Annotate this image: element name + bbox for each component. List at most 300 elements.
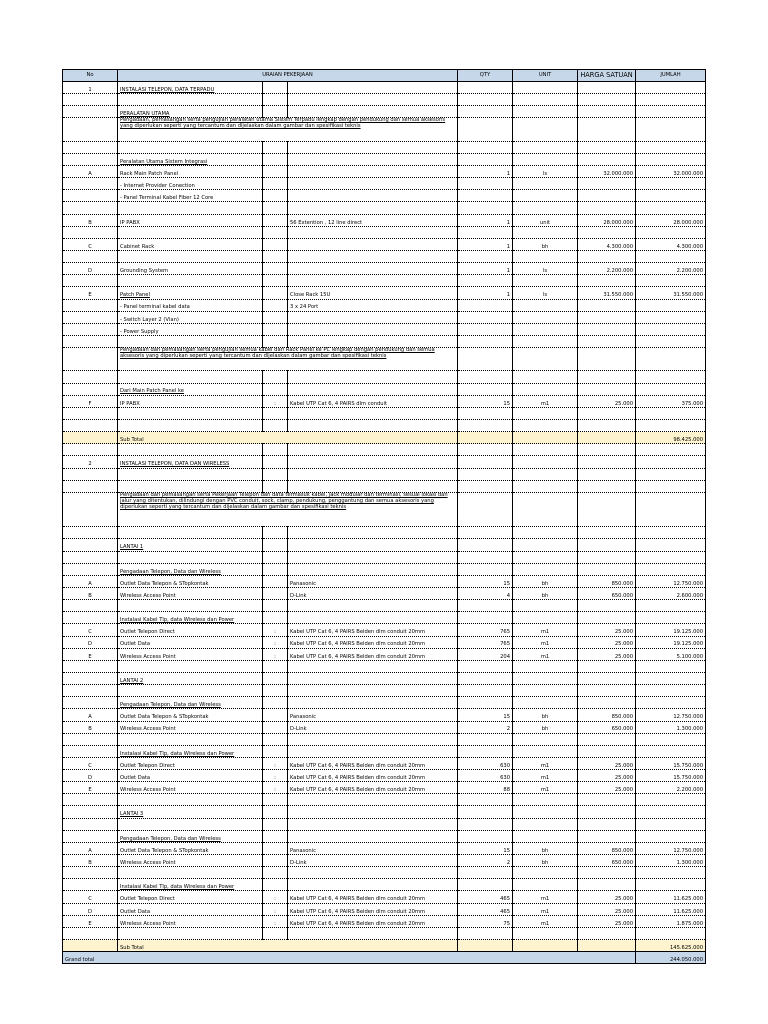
item-unit	[513, 806, 578, 818]
item-no	[63, 141, 118, 153]
item-jumlah: 11.625.000	[636, 891, 706, 903]
item-colon	[263, 214, 288, 226]
header-jumlah: JUMLAH	[636, 70, 706, 82]
item-jumlah: 11.625.000	[636, 903, 706, 915]
table-row	[63, 575, 706, 587]
item-harga-satuan	[578, 275, 636, 287]
item-unit: bh	[513, 709, 578, 721]
item-unit	[513, 927, 578, 939]
item-qty	[458, 323, 513, 335]
table-row	[63, 842, 706, 854]
grand-total-row	[63, 952, 706, 964]
table-row	[63, 238, 706, 250]
paragraph-text: Pengadaan, pemasangan serta pengujian peralatan utama Sistem Terpadu lengkap dengan pendukung dan semua aksesoris yang diperlukan seperti yang tercantum dan dijelaskan dalam gambar dan spesifikasi teknis	[118, 118, 458, 141]
item-qty	[458, 444, 513, 456]
item-unit	[513, 492, 578, 526]
item-unit	[513, 118, 578, 141]
item-harga-satuan	[578, 539, 636, 551]
item-jumlah: 19.125.000	[636, 636, 706, 648]
table-row	[63, 709, 706, 721]
item-no	[63, 250, 118, 262]
item-unit	[513, 879, 578, 891]
item-description: Outlet Data	[118, 903, 263, 915]
table-row	[63, 782, 706, 794]
item-unit	[513, 867, 578, 879]
item-no: D	[63, 903, 118, 915]
item-description: - Panel Terminal Kabel Fiber 12 Core	[118, 190, 263, 202]
item-qty: 15	[458, 842, 513, 854]
item-qty: 4	[458, 587, 513, 599]
item-qty: 15	[458, 575, 513, 587]
item-unit: m1	[513, 770, 578, 782]
item-colon	[263, 660, 288, 672]
item-no	[63, 226, 118, 238]
item-no	[63, 685, 118, 697]
item-no	[63, 419, 118, 431]
item-colon	[263, 709, 288, 721]
table-row	[63, 190, 706, 202]
item-colon	[263, 587, 288, 599]
item-spec	[288, 563, 458, 575]
table-header-row	[63, 70, 706, 82]
item-qty	[458, 419, 513, 431]
item-no	[63, 794, 118, 806]
item-jumlah: 12.750.000	[636, 709, 706, 721]
item-jumlah: 1.875.000	[636, 915, 706, 927]
item-no: E	[63, 915, 118, 927]
item-jumlah	[636, 745, 706, 757]
item-colon: :	[263, 648, 288, 660]
item-jumlah	[636, 733, 706, 745]
item-qty	[458, 660, 513, 672]
item-colon	[263, 794, 288, 806]
item-jumlah	[636, 492, 706, 526]
item-unit	[513, 250, 578, 262]
table-row	[63, 830, 706, 842]
item-jumlah	[636, 600, 706, 612]
item-harga-satuan	[578, 818, 636, 830]
item-spec: 56 Extention , 12 line direct	[288, 214, 458, 226]
item-harga-satuan: 850.000	[578, 842, 636, 854]
table-row	[63, 407, 706, 419]
item-description	[118, 419, 263, 431]
item-jumlah	[636, 202, 706, 214]
item-no	[63, 806, 118, 818]
item-no	[63, 432, 118, 444]
item-spec: Kabel UTP Cat 6, 4 PAIRS Belden dlm conduit 20mm	[288, 757, 458, 769]
item-jumlah: 15.750.000	[636, 757, 706, 769]
item-spec	[288, 419, 458, 431]
item-spec: Kabel UTP Cat 6, 4 PAIRS Belden dlm conduit 20mm	[288, 782, 458, 794]
item-jumlah	[636, 879, 706, 891]
item-jumlah: 12.750.000	[636, 842, 706, 854]
item-spec	[288, 190, 458, 202]
item-unit	[513, 745, 578, 757]
item-description	[118, 468, 263, 480]
item-harga-satuan	[578, 660, 636, 672]
item-unit: m1	[513, 636, 578, 648]
item-no	[63, 927, 118, 939]
item-jumlah: 375.000	[636, 395, 706, 407]
item-colon	[263, 600, 288, 612]
item-description: PERALATAN UTAMA	[118, 106, 263, 118]
item-jumlah	[636, 275, 706, 287]
item-qty	[458, 879, 513, 891]
item-unit: m1	[513, 395, 578, 407]
table-row	[63, 903, 706, 915]
item-no: A	[63, 842, 118, 854]
item-no	[63, 551, 118, 563]
item-qty	[458, 733, 513, 745]
item-jumlah	[636, 527, 706, 539]
table-row	[63, 106, 706, 118]
item-qty: 1	[458, 214, 513, 226]
item-colon	[263, 575, 288, 587]
table-row	[63, 480, 706, 492]
table-row	[63, 311, 706, 323]
item-no	[63, 299, 118, 311]
item-qty: 465	[458, 903, 513, 915]
item-description	[118, 527, 263, 539]
item-colon	[263, 456, 288, 468]
item-jumlah	[636, 551, 706, 563]
item-no	[63, 733, 118, 745]
item-description: Pengadaan Telepon, Data dan Wireless	[118, 563, 263, 575]
item-harga-satuan: 32.000.000	[578, 166, 636, 178]
item-spec	[288, 371, 458, 383]
item-colon	[263, 263, 288, 275]
item-jumlah	[636, 250, 706, 262]
item-description: Outlet Data Telepon & STopkontak	[118, 575, 263, 587]
item-harga-satuan	[578, 348, 636, 371]
table-row	[63, 166, 706, 178]
item-colon	[263, 685, 288, 697]
item-description: Outlet Telepon Direct	[118, 757, 263, 769]
item-colon	[263, 178, 288, 190]
item-harga-satuan	[578, 82, 636, 94]
item-qty	[458, 348, 513, 371]
table-row	[63, 287, 706, 299]
item-no: E	[63, 648, 118, 660]
item-unit	[513, 480, 578, 492]
item-spec	[288, 612, 458, 624]
item-description: Outlet Telepon Direct	[118, 624, 263, 636]
item-qty	[458, 250, 513, 262]
item-no: A	[63, 575, 118, 587]
item-description: - Power Supply	[118, 323, 263, 335]
item-qty	[458, 178, 513, 190]
item-jumlah	[636, 141, 706, 153]
item-unit: m1	[513, 648, 578, 660]
item-spec: Close Rack 15U	[288, 287, 458, 299]
header-no: No	[63, 70, 118, 82]
item-qty	[458, 830, 513, 842]
item-harga-satuan	[578, 480, 636, 492]
item-spec	[288, 927, 458, 939]
item-colon	[263, 697, 288, 709]
table-row	[63, 456, 706, 468]
item-no: B	[63, 214, 118, 226]
item-no: C	[63, 757, 118, 769]
item-colon	[263, 563, 288, 575]
item-description: LANTAI 2	[118, 672, 263, 684]
item-unit	[513, 672, 578, 684]
item-harga-satuan	[578, 335, 636, 347]
item-jumlah	[636, 456, 706, 468]
item-harga-satuan: 25.000	[578, 624, 636, 636]
item-spec	[288, 166, 458, 178]
item-description: Wireless Access Point	[118, 915, 263, 927]
item-jumlah	[636, 468, 706, 480]
item-unit	[513, 311, 578, 323]
item-unit	[513, 153, 578, 165]
grand-total-value: 244.050.000	[636, 952, 706, 964]
item-qty: 765	[458, 624, 513, 636]
item-unit: ls	[513, 263, 578, 275]
item-qty	[458, 685, 513, 697]
item-harga-satuan: 28.000.000	[578, 214, 636, 226]
item-description: - Internet Provider Conection	[118, 178, 263, 190]
item-spec	[288, 94, 458, 106]
item-qty: 15	[458, 395, 513, 407]
item-colon	[263, 419, 288, 431]
item-unit	[513, 82, 578, 94]
item-unit: m1	[513, 782, 578, 794]
item-no	[63, 335, 118, 347]
item-unit	[513, 299, 578, 311]
item-spec: D-Link	[288, 721, 458, 733]
item-no	[63, 94, 118, 106]
item-spec: Kabel UTP Cat 6, 4 PAIRS Belden dlm conduit 20mm	[288, 624, 458, 636]
item-colon	[263, 818, 288, 830]
item-qty	[458, 94, 513, 106]
item-spec	[288, 697, 458, 709]
item-unit	[513, 371, 578, 383]
item-description: - Switch Layer 2 (Vlan)	[118, 311, 263, 323]
item-harga-satuan: 25.000	[578, 770, 636, 782]
item-colon	[263, 407, 288, 419]
item-jumlah	[636, 335, 706, 347]
item-spec: Kabel UTP Cat 6, 4 PAIRS Belden dlm conduit 20mm	[288, 770, 458, 782]
item-jumlah	[636, 190, 706, 202]
item-jumlah	[636, 371, 706, 383]
header-qty: QTY	[458, 70, 513, 82]
table-row	[63, 539, 706, 551]
item-no	[63, 178, 118, 190]
item-jumlah: 1.300.000	[636, 721, 706, 733]
table-row	[63, 563, 706, 575]
table-row	[63, 624, 706, 636]
item-colon	[263, 82, 288, 94]
item-jumlah: 32.000.000	[636, 166, 706, 178]
item-colon	[263, 311, 288, 323]
item-spec: Kabel UTP Cat 6, 4 PAIRS Belden dlm conduit 20mm	[288, 648, 458, 660]
item-description	[118, 733, 263, 745]
item-spec	[288, 178, 458, 190]
item-spec	[288, 311, 458, 323]
item-harga-satuan	[578, 153, 636, 165]
item-harga-satuan	[578, 697, 636, 709]
description-paragraph-row	[63, 118, 706, 141]
item-harga-satuan	[578, 323, 636, 335]
item-harga-satuan	[578, 830, 636, 842]
item-unit: ls	[513, 287, 578, 299]
table-row	[63, 794, 706, 806]
table-row	[63, 214, 706, 226]
item-unit: bh	[513, 587, 578, 599]
item-spec	[288, 468, 458, 480]
item-jumlah: 12.750.000	[636, 575, 706, 587]
item-qty	[458, 927, 513, 939]
item-jumlah	[636, 927, 706, 939]
item-unit: m1	[513, 903, 578, 915]
item-description: Patch Panel	[118, 287, 263, 299]
item-spec	[288, 106, 458, 118]
item-no	[63, 672, 118, 684]
item-description: Grounding System	[118, 263, 263, 275]
table-row	[63, 685, 706, 697]
item-qty	[458, 335, 513, 347]
table-row	[63, 178, 706, 190]
table-row	[63, 806, 706, 818]
table-row	[63, 636, 706, 648]
item-qty: 204	[458, 648, 513, 660]
item-unit	[513, 348, 578, 371]
item-harga-satuan	[578, 685, 636, 697]
item-harga-satuan	[578, 226, 636, 238]
item-description	[118, 202, 263, 214]
item-jumlah	[636, 539, 706, 551]
item-jumlah	[636, 118, 706, 141]
item-harga-satuan	[578, 432, 636, 444]
item-no: D	[63, 770, 118, 782]
table-row	[63, 672, 706, 684]
item-description: Wireless Access Point	[118, 855, 263, 867]
item-harga-satuan	[578, 612, 636, 624]
item-harga-satuan	[578, 250, 636, 262]
item-no	[63, 371, 118, 383]
item-unit	[513, 323, 578, 335]
item-unit	[513, 794, 578, 806]
item-unit	[513, 383, 578, 395]
item-harga-satuan	[578, 867, 636, 879]
table-row	[63, 927, 706, 939]
table-row	[63, 891, 706, 903]
table-row	[63, 153, 706, 165]
item-description	[118, 685, 263, 697]
subtotal-label: Sub Total	[118, 940, 458, 952]
item-no: C	[63, 238, 118, 250]
item-qty	[458, 432, 513, 444]
table-row	[63, 94, 706, 106]
table-row	[63, 915, 706, 927]
item-description: Dari Main Patch Panel ke	[118, 383, 263, 395]
item-description	[118, 444, 263, 456]
item-jumlah: 28.000.000	[636, 214, 706, 226]
item-qty	[458, 468, 513, 480]
item-colon	[263, 733, 288, 745]
item-description	[118, 927, 263, 939]
item-no: E	[63, 782, 118, 794]
item-no	[63, 940, 118, 952]
header-harga-satuan: HARGA SATUAN	[578, 70, 636, 82]
item-description: Pengadaan Telepon, Data dan Wireless	[118, 830, 263, 842]
item-spec: D-Link	[288, 587, 458, 599]
item-harga-satuan	[578, 311, 636, 323]
item-colon	[263, 383, 288, 395]
item-spec	[288, 539, 458, 551]
item-qty	[458, 275, 513, 287]
item-description	[118, 794, 263, 806]
item-qty	[458, 806, 513, 818]
item-qty: 1	[458, 166, 513, 178]
item-description	[118, 660, 263, 672]
item-harga-satuan: 25.000	[578, 648, 636, 660]
item-colon	[263, 299, 288, 311]
item-qty	[458, 202, 513, 214]
item-harga-satuan	[578, 106, 636, 118]
table-row	[63, 141, 706, 153]
table-row	[63, 697, 706, 709]
item-spec	[288, 830, 458, 842]
item-description: IP PABX	[118, 395, 263, 407]
paragraph-text: Pengadaan dan pemasangan serta Pekerjaan Telepon dan data termasuk kabel, jack modular dan terminasi, sesuai lokasi dan jalur yang ditentukan, dilindungi dengan PVC conduit, sock, clamp, pendukung, penggantung dan semua aksesoris yang diperlukan seperti yang tercantum dan dijelaskan dalam gambar dan spesifikasi teknis	[118, 492, 458, 526]
item-spec	[288, 263, 458, 275]
item-colon	[263, 323, 288, 335]
item-qty	[458, 141, 513, 153]
item-unit	[513, 527, 578, 539]
item-unit: m1	[513, 624, 578, 636]
description-paragraph-row	[63, 348, 706, 371]
item-qty: 630	[458, 757, 513, 769]
item-jumlah	[636, 178, 706, 190]
item-qty: 1	[458, 287, 513, 299]
table-row	[63, 587, 706, 599]
subtotal-value: 98.425.000	[636, 432, 706, 444]
item-colon	[263, 238, 288, 250]
item-jumlah	[636, 818, 706, 830]
item-colon: :	[263, 915, 288, 927]
item-unit	[513, 432, 578, 444]
item-no	[63, 879, 118, 891]
item-colon	[263, 672, 288, 684]
item-no	[63, 563, 118, 575]
item-harga-satuan: 25.000	[578, 915, 636, 927]
item-unit	[513, 660, 578, 672]
item-spec	[288, 141, 458, 153]
item-description	[118, 407, 263, 419]
item-jumlah	[636, 383, 706, 395]
table-row	[63, 395, 706, 407]
item-no: A	[63, 166, 118, 178]
item-jumlah	[636, 444, 706, 456]
item-no	[63, 600, 118, 612]
item-harga-satuan	[578, 600, 636, 612]
item-harga-satuan	[578, 444, 636, 456]
item-unit: m1	[513, 757, 578, 769]
table-row	[63, 721, 706, 733]
item-unit	[513, 940, 578, 952]
item-description	[118, 867, 263, 879]
item-harga-satuan	[578, 202, 636, 214]
table-row	[63, 867, 706, 879]
item-qty: 465	[458, 891, 513, 903]
item-no	[63, 612, 118, 624]
subtotal-row	[63, 940, 706, 952]
item-qty: 630	[458, 770, 513, 782]
item-colon	[263, 444, 288, 456]
item-description	[118, 141, 263, 153]
